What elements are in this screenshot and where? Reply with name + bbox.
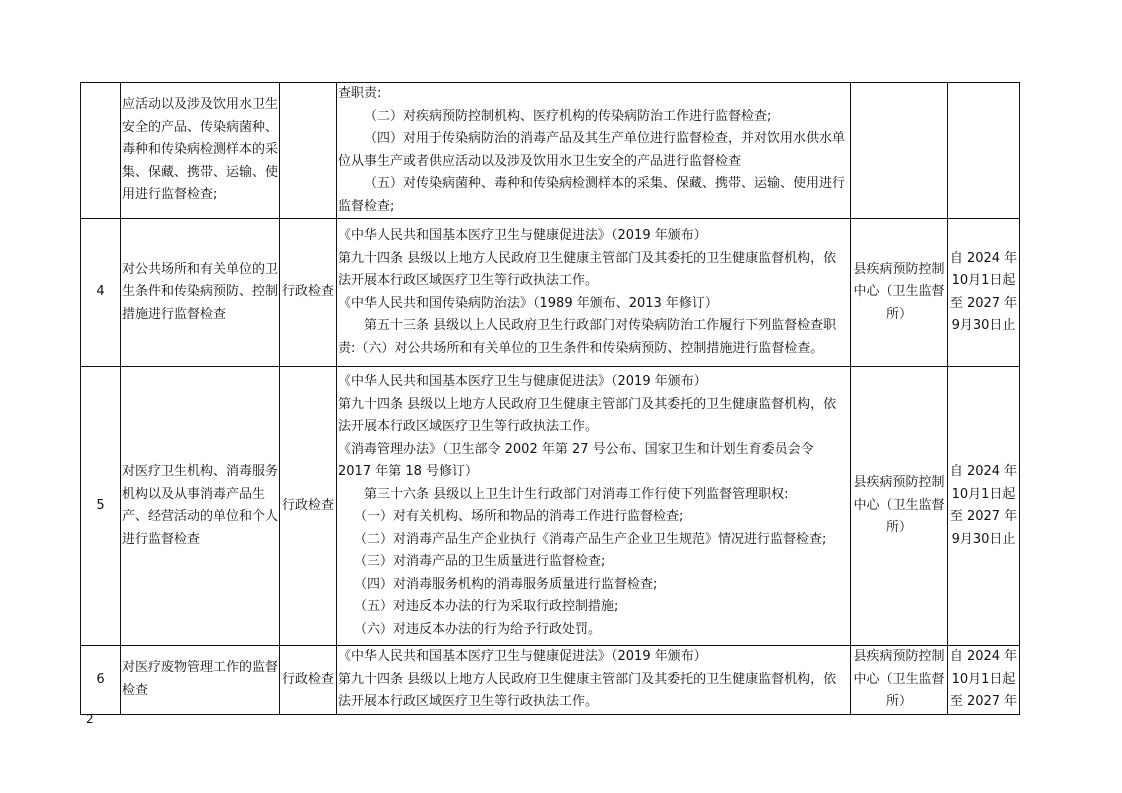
inspection-item: 对公共场所和有关单位的卫生条件和传染病预防、控制措施进行监督检查 [121, 219, 280, 367]
basis-line: 第九十四条 县级以上地方人民政府卫生健康主管部门及其委托的卫生健康监督机构，依法开展本行政区域医疗卫生等行政执法工作。 [338, 671, 837, 709]
valid-period [948, 83, 1020, 219]
basis-line: （六）对违反本办法的行为给予行政处罚。 [354, 621, 602, 637]
legal-basis [337, 646, 851, 715]
basis-line: 第五十三条 县级以上人民政府卫生行政部门对传染病防治工作履行下列监督检查职责:（六）对公共场所和有关单位的卫生条件和传染病预防、控制措施进行监督检查。 [338, 318, 837, 356]
basis-line: 《中华人民共和国基本医疗卫生与健康促进法》（2019 年颁布） [338, 228, 707, 243]
responsible-dept [851, 83, 948, 219]
row-number: 4 [81, 219, 121, 367]
table-row [81, 646, 1020, 715]
basis-line: 《中华人民共和国基本医疗卫生与健康促进法》（2019 年颁布） [338, 649, 707, 664]
basis-line: （二）对消毒产品生产企业执行《消毒产品生产企业卫生规范》情况进行监督检查; [354, 531, 827, 547]
valid-period: 自 2024 年 10月1日起至 2027 年 9月30日止 [948, 219, 1020, 367]
responsible-dept: 县疾病预防控制中心（卫生监督所） [851, 646, 948, 715]
inspection-type: 行政检查 [280, 219, 337, 367]
inspection-table [80, 82, 1020, 715]
basis-line: 第三十六条 县级以上卫生计生行政部门对消毒工作行使下列监督管理职权: [364, 486, 789, 502]
table-row [81, 367, 1020, 646]
basis-line: （三）对消毒产品的卫生质量进行监督检查; [354, 554, 606, 569]
inspection-type [280, 83, 337, 219]
basis-line: 《中华人民共和国基本医疗卫生与健康促进法》（2019 年颁布） [338, 374, 707, 389]
basis-line: （五）对传染病菌种、毒种和传染病检测样本的采集、保藏、携带、运输、使用进行监督检查; [338, 176, 846, 214]
inspection-type: 行政检查 [280, 367, 337, 646]
row-number: 5 [81, 367, 121, 646]
inspection-item: 对医疗卫生机构、消毒服务机构以及从事消毒产品生产、经营活动的单位和个人进行监督检查 [121, 367, 280, 646]
basis-line: （二）对疾病预防控制机构、医疗机构的传染病防治工作进行监督检查; [364, 108, 772, 124]
basis-line: （五）对违反本办法的行为采取行政控制措施; [354, 599, 619, 614]
basis-line: 第九十四条 县级以上地方人民政府卫生健康主管部门及其委托的卫生健康监督机构，依法开展本行政区域医疗卫生等行政执法工作。 [338, 250, 837, 288]
table-row [81, 219, 1020, 367]
page-number: 2 [86, 712, 94, 726]
legal-basis [337, 367, 851, 646]
inspection-item: 应活动以及涉及饮用水卫生安全的产品、传染病菌种、毒种和传染病检测样本的采集、保藏、携带、运输、使用进行监督检查; [121, 83, 280, 219]
inspection-type: 行政检查 [280, 646, 337, 715]
basis-line: 《中华人民共和国传染病防治法》（1989 年颁布、2013 年修订） [338, 295, 718, 311]
basis-line: 第九十四条 县级以上地方人民政府卫生健康主管部门及其委托的卫生健康监督机构，依法开展本行政区域医疗卫生等行政执法工作。 [338, 396, 837, 434]
valid-period: 自 2024 年 10月1日起至 2027 年 9月30日止 [948, 367, 1020, 646]
responsible-dept: 县疾病预防控制中心（卫生监督所） [851, 219, 948, 367]
legal-basis [337, 219, 851, 367]
basis-line: （四）对消毒服务机构的消毒服务质量进行监督检查; [354, 576, 658, 592]
legal-basis [337, 83, 851, 219]
inspection-item: 对医疗废物管理工作的监督检查 [121, 646, 280, 715]
valid-period: 自 2024 年 10月1日起至 2027 年 [948, 646, 1020, 715]
basis-line: 《消毒管理办法》（卫生部令 2002 年第 27 号公布、国家卫生和计划生育委员会令 2017 年第 18 号修订） [338, 441, 814, 479]
basis-line: （一）对有关机构、场所和物品的消毒工作进行监督检查; [354, 509, 684, 524]
row-number: 6 [81, 646, 121, 715]
table-row [81, 83, 1020, 219]
basis-line: 查职责: [338, 86, 382, 101]
responsible-dept: 县疾病预防控制中心（卫生监督所） [851, 367, 948, 646]
row-number [81, 83, 121, 219]
basis-line: （四）对用于传染病防治的消毒产品及其生产单位进行监督检查，并对饮用水供水单位从事生产或者供应活动以及涉及饮用水卫生安全的产品进行监督检查 [338, 131, 846, 169]
